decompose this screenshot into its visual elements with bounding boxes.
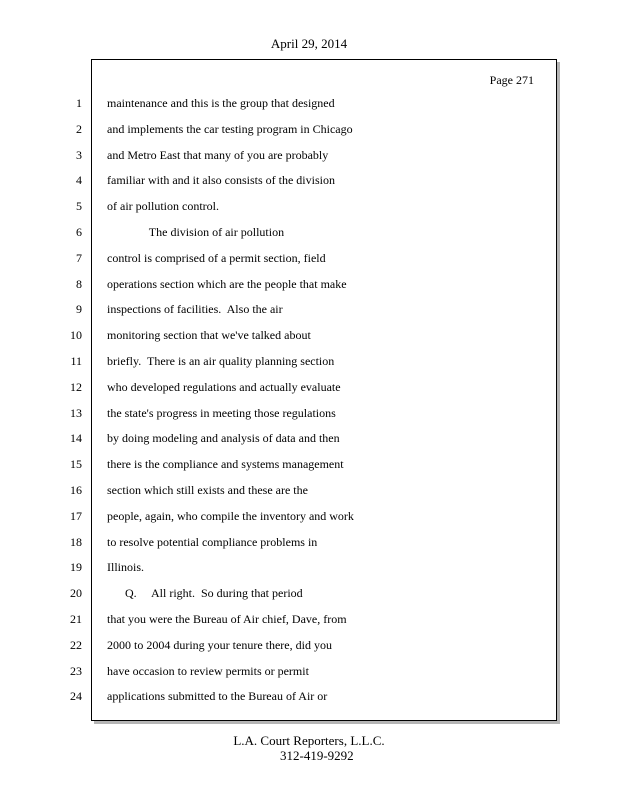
line-number: 8 (76, 276, 82, 291)
transcript-line: and Metro East that many of you are probably (107, 147, 329, 162)
line-number: 24 (70, 689, 82, 704)
line-number: 1 (76, 96, 82, 110)
transcript-line: inspections of facilities. Also the air (107, 302, 283, 317)
transcript-line: Q. All right. So during that period (107, 586, 303, 601)
line-number-column (58, 92, 82, 711)
line-number: 17 (70, 508, 82, 523)
transcript-line: have occasion to review permits or permit (107, 663, 309, 678)
transcript-line: that you were the Bureau of Air chief, Dave, from (107, 611, 347, 626)
transcript-line: monitoring section that we've talked about (107, 328, 311, 343)
page-number: Page 271 (489, 73, 534, 87)
line-number: 18 (70, 534, 82, 549)
transcript-line: operations section which are the people that make (107, 276, 347, 291)
line-number: 15 (70, 457, 82, 472)
transcript-line: the state's progress in meeting those regulations (107, 405, 336, 420)
line-number: 14 (70, 431, 82, 446)
transcript-text (107, 92, 547, 711)
line-number: 22 (70, 637, 82, 652)
line-number: 19 (70, 560, 82, 575)
line-number: 6 (76, 224, 82, 239)
line-number: 10 (70, 328, 82, 343)
court-reporter-phone: 312-419-9292 (280, 748, 354, 763)
line-number: 7 (76, 250, 82, 265)
line-number: 16 (70, 482, 82, 497)
transcript-line: Illinois. (107, 560, 145, 575)
transcript-line: briefly. There is an air quality planning section (107, 353, 335, 368)
line-number: 23 (70, 663, 82, 678)
transcript-date: April 29, 2014 (270, 36, 348, 51)
transcript-line: familiar with and it also consists of the division (107, 173, 335, 188)
transcript-line: control is comprised of a permit section, field (107, 250, 326, 265)
transcript-line: by doing modeling and analysis of data and then (107, 431, 340, 446)
transcript-line: applications submitted to the Bureau of Air or (107, 689, 328, 704)
line-number: 20 (70, 586, 82, 601)
line-number: 11 (70, 353, 82, 368)
line-number: 3 (76, 147, 82, 162)
transcript-line: people, again, who compile the inventory and work (107, 508, 354, 523)
line-number: 21 (70, 611, 82, 626)
transcript-line: who developed regulations and actually evaluate (107, 379, 341, 394)
transcript-line: 2000 to 2004 during your tenure there, did you (107, 637, 332, 652)
transcript-line: of air pollution control. (107, 199, 219, 214)
line-number: 4 (76, 173, 82, 188)
line-number: 13 (70, 405, 82, 420)
transcript-line: and implements the car testing program in Chicago (107, 121, 353, 136)
transcript-line: there is the compliance and systems management (107, 457, 344, 472)
line-number: 5 (76, 199, 82, 214)
transcript-line: The division of air pollution (107, 224, 285, 239)
transcript-line: to resolve potential compliance problems in (107, 534, 318, 549)
line-number: 9 (76, 302, 82, 317)
transcript-line: maintenance and this is the group that designed (107, 96, 335, 110)
court-reporter-name: L.A. Court Reporters, L.L.C. (233, 733, 385, 748)
line-number: 2 (76, 121, 82, 136)
line-number: 12 (70, 379, 82, 394)
transcript-line: section which still exists and these are the (107, 482, 308, 497)
